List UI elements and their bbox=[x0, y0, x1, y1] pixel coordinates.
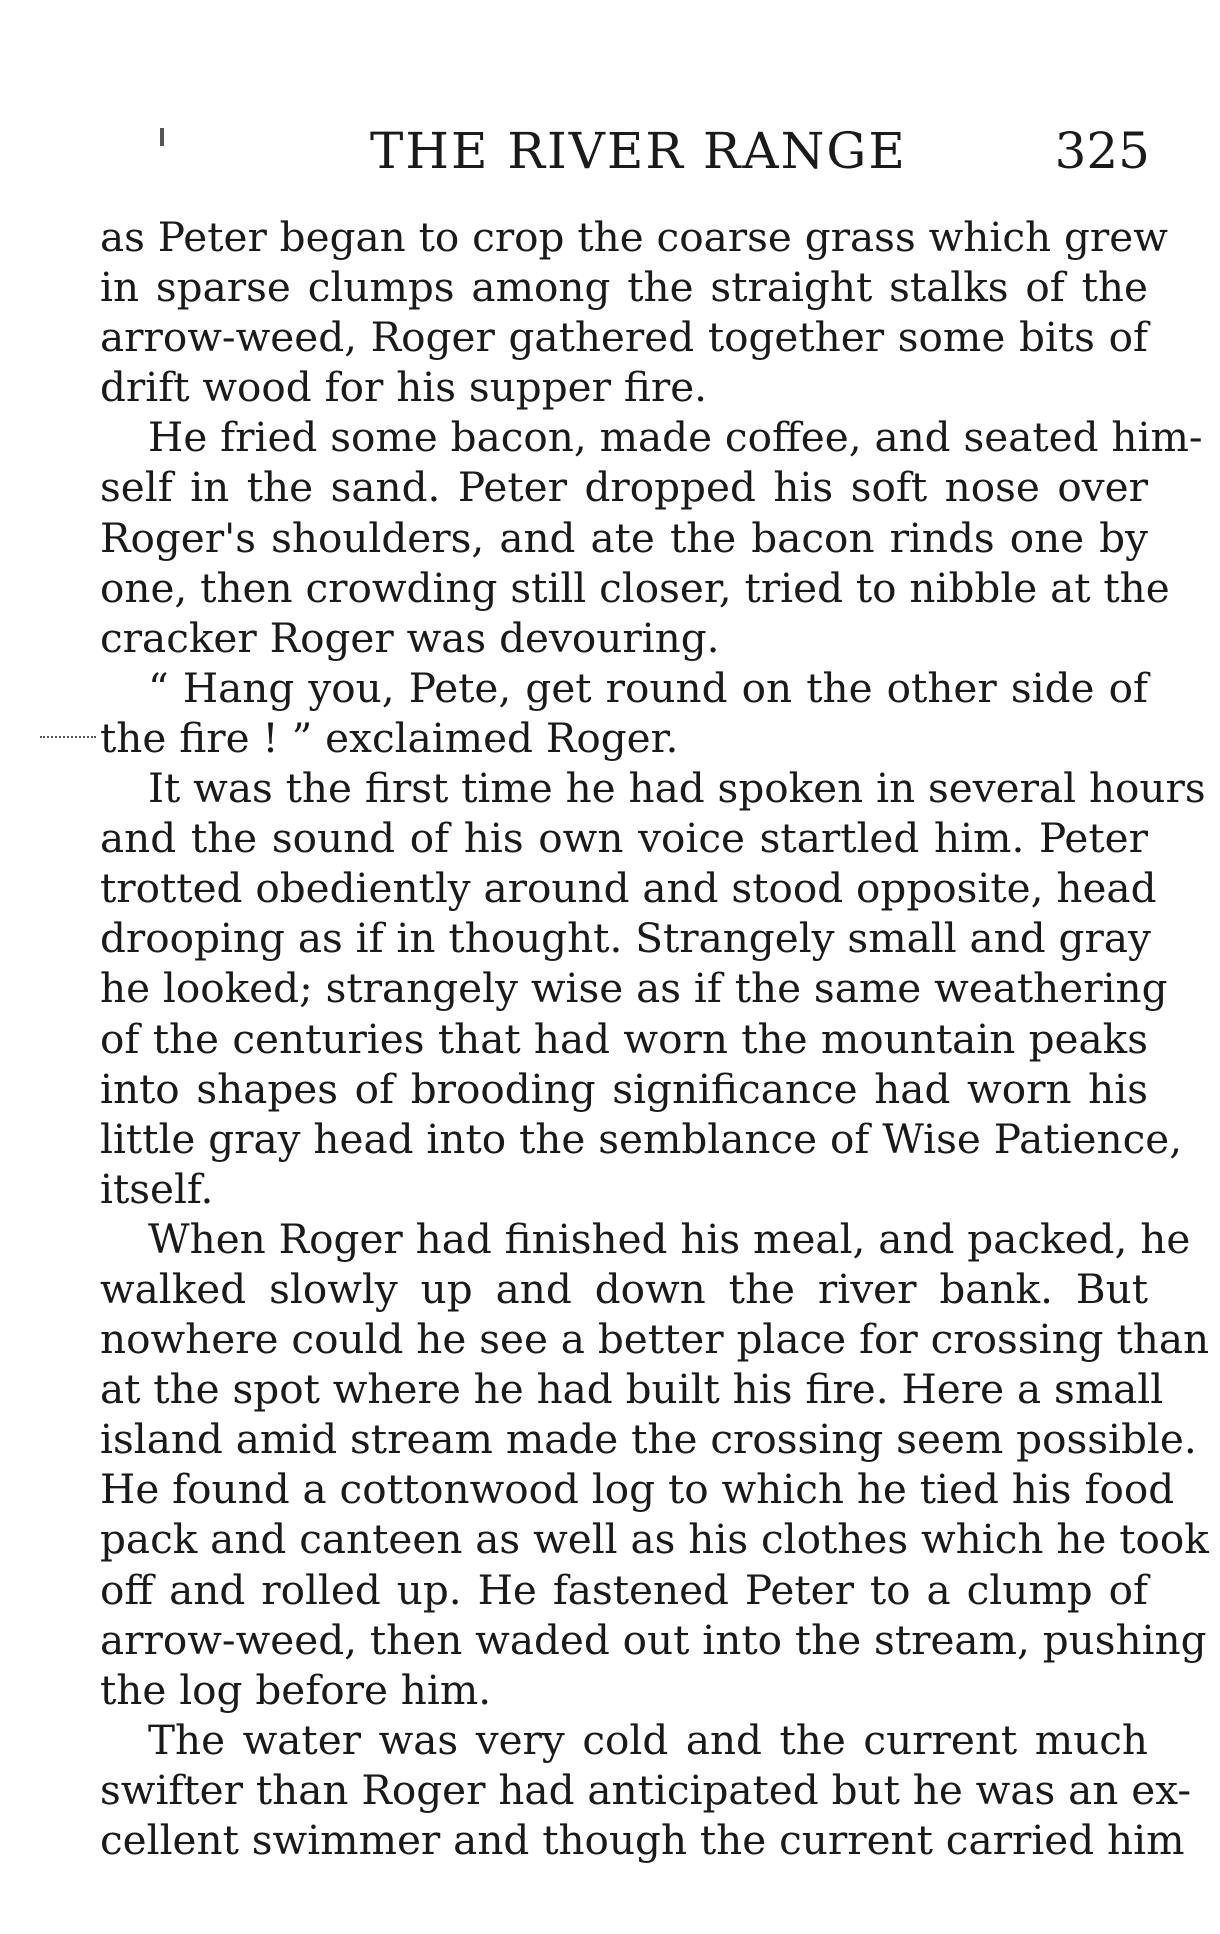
text-line: into shapes of brooding significance had worn his bbox=[100, 1064, 1148, 1113]
text-line: He found a cottonwood log to which he tied his food bbox=[100, 1465, 1175, 1514]
margin-pencil-mark bbox=[40, 736, 96, 740]
text-line: It was the first time he had spoken in several hours bbox=[148, 764, 1206, 813]
paragraph bbox=[100, 412, 1203, 662]
text-line: The water was very cold and the current much bbox=[148, 1715, 1148, 1764]
text-line: the fire ! ” exclaimed Roger. bbox=[100, 713, 679, 762]
text-line: and the sound of his own voice startled him. Peter bbox=[100, 814, 1148, 863]
text-line: one, then crowding still closer, tried to nibble at the bbox=[100, 563, 1170, 612]
text-line: at the spot where he had built his fire. Here a small bbox=[100, 1365, 1164, 1414]
text-line: walked slowly up and down the river bank. But bbox=[100, 1264, 1148, 1313]
text-line: in sparse clumps among the straight stalks of the bbox=[100, 263, 1148, 312]
text-line: of the centuries that had worn the mountain peaks bbox=[100, 1014, 1148, 1063]
text-line: arrow-weed, Roger gathered together some bits of bbox=[100, 313, 1148, 362]
text-line: cracker Roger was devouring. bbox=[100, 613, 720, 662]
body-text bbox=[100, 212, 1210, 1865]
text-line: arrow-weed, then waded out into the stream, pushing bbox=[100, 1615, 1207, 1664]
page-number: 325 bbox=[1054, 122, 1150, 180]
text-line: “ Hang you, Pete, get round on the other side of bbox=[148, 663, 1148, 712]
text-line: off and rolled up. He fastened Peter to a clump of bbox=[100, 1565, 1148, 1614]
paragraph bbox=[100, 663, 1148, 763]
text-line: swifter than Roger had anticipated but he was an ex- bbox=[100, 1765, 1192, 1814]
text-line: nowhere could he see a better place for crossing than bbox=[100, 1315, 1210, 1364]
running-head bbox=[100, 116, 1150, 186]
text-line: the log before him. bbox=[100, 1665, 492, 1714]
running-head-title: THE RIVER RANGE bbox=[370, 122, 907, 180]
text-line: Roger's shoulders, and ate the bacon rinds one by bbox=[100, 513, 1148, 562]
paragraph bbox=[100, 763, 1206, 1214]
text-line: drooping as if in thought. Strangely small and gray bbox=[100, 914, 1151, 963]
text-line: he looked; strangely wise as if the same weathering bbox=[100, 964, 1168, 1013]
text-line: drift wood for his supper fire. bbox=[100, 363, 708, 412]
text-line: island amid stream made the crossing seem possible. bbox=[100, 1415, 1197, 1464]
text-line: self in the sand. Peter dropped his soft nose over bbox=[100, 463, 1148, 512]
text-line: itself. bbox=[100, 1164, 214, 1213]
text-line: When Roger had finished his meal, and packed, he bbox=[148, 1214, 1191, 1263]
paragraph bbox=[100, 1214, 1210, 1715]
paragraph bbox=[100, 212, 1168, 412]
text-line: pack and canteen as well as his clothes which he took bbox=[100, 1515, 1209, 1564]
paragraph bbox=[100, 1715, 1192, 1865]
text-line: He fried some bacon, made coffee, and seated him- bbox=[148, 413, 1203, 462]
text-line: little gray head into the semblance of Wise Patience, bbox=[100, 1114, 1183, 1163]
text-line: cellent swimmer and though the current carried him bbox=[100, 1816, 1185, 1864]
text-line: as Peter began to crop the coarse grass which grew bbox=[100, 213, 1168, 261]
text-line: trotted obediently around and stood opposite, head bbox=[100, 864, 1157, 913]
